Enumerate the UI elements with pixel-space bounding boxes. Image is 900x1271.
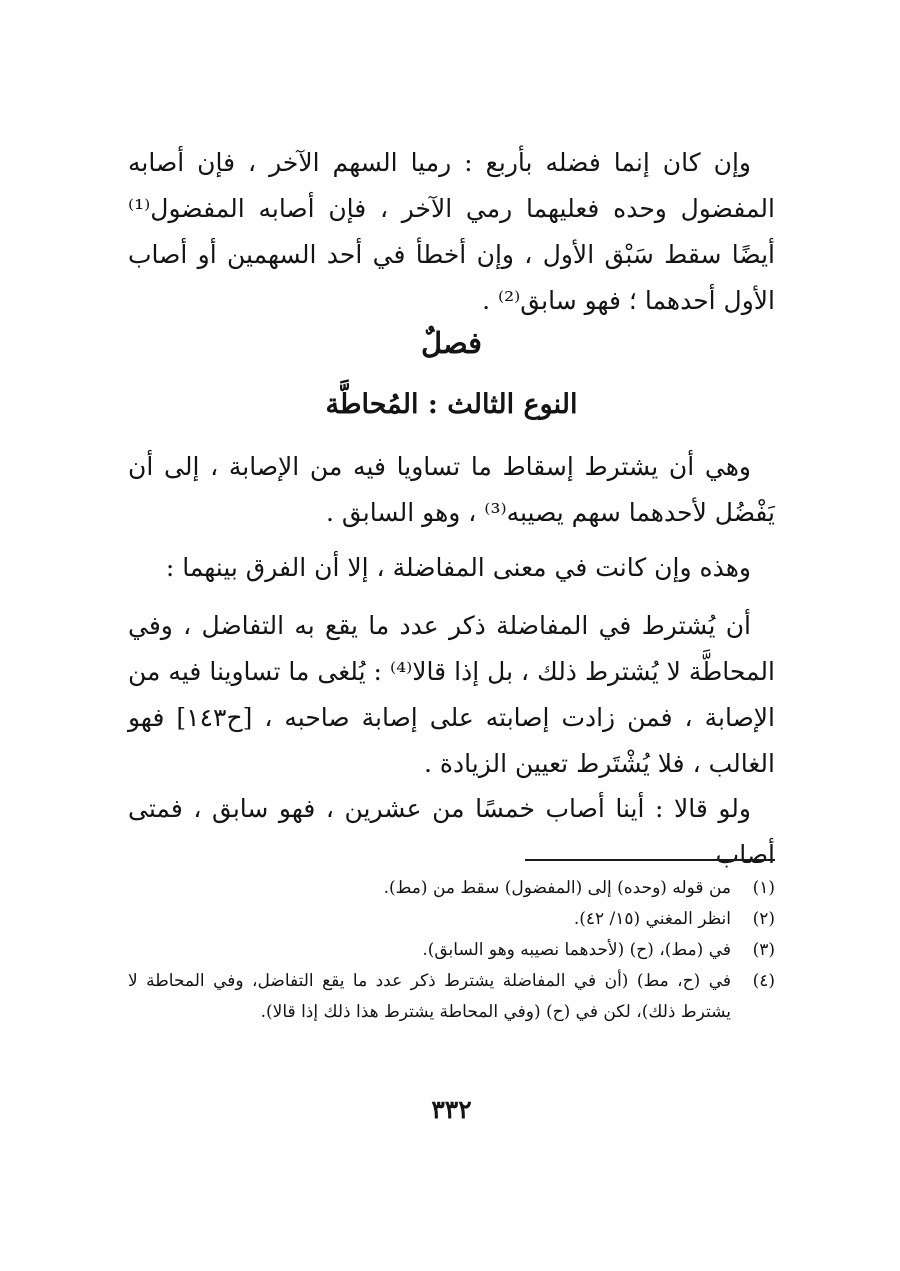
footnote-text: انظر المغني (١٥/ ٤٢). bbox=[573, 909, 731, 929]
footnote-text: من قوله (وحده) إلى (المفضول) سقط من (مط). bbox=[383, 878, 731, 898]
paragraph-block-5 bbox=[128, 786, 775, 878]
footnote-text: في (ح، مط) (أن في المفاضلة يشترط ذكر عدد ما يقع التفاضل، وفي المحاطة لا يشترط ذلك)، لكن في (ح) (وفي المحاطة يشترط هذا ذلك إذا قالا). bbox=[128, 971, 731, 1022]
footnote-text: في (مط)، (ح) (لأحدهما نصيبه وهو السابق). bbox=[422, 940, 731, 960]
footnote-divider bbox=[525, 859, 775, 861]
paragraph-block-3 bbox=[128, 545, 775, 591]
page-number: ٣٣٢ bbox=[431, 1095, 472, 1124]
paragraph-4: أن يُشترط في المفاضلة ذكر عدد ما يقع به التفاضل ، وفي المحاطَّة لا يُشترط ذلك ، بل إذا قالا⁽⁴⁾ : يُلغى ما تساوينا فيه من الإصابة ، فمن زادت إصابته على إصابة صاحبه ، [ح١٤٣] فهو الغالب ، فلا يُشْتَرط تعيين الزيادة . bbox=[128, 611, 775, 778]
subsection-heading: النوع الثالث : المُحاطَّة bbox=[325, 389, 578, 420]
paragraph-3: وهذه وإن كانت في معنى المفاضلة ، إلا أن الفرق بينهما : bbox=[165, 553, 751, 582]
footnote-number: (٢) bbox=[752, 909, 775, 929]
footnote-number: (٤) bbox=[752, 971, 775, 991]
section-heading: فصلٌ bbox=[421, 326, 482, 360]
paragraph-2: وهي أن يشترط إسقاط ما تساويا فيه من الإصابة ، إلى أن يَفْضُل لأحدهما سهم يصيبه⁽³⁾ ، وهو السابق . bbox=[128, 452, 775, 527]
paragraph-block-4 bbox=[128, 603, 775, 787]
footnote-1 bbox=[128, 873, 775, 904]
footnote-4 bbox=[128, 966, 775, 1028]
footnote-3 bbox=[128, 935, 775, 966]
paragraph-block-1 bbox=[128, 140, 775, 324]
footnotes bbox=[128, 873, 775, 1028]
footnote-number: (٣) bbox=[752, 940, 775, 960]
paragraph-block-2 bbox=[128, 444, 775, 536]
footnote-number: (١) bbox=[752, 878, 775, 898]
footnote-2 bbox=[128, 904, 775, 935]
paragraph-5: ولو قالا : أينا أصاب خمسًا من عشرين ، فهو سابق ، فمتى أصاب bbox=[128, 794, 775, 869]
paragraph-1: وإن كان إنما فضله بأربع : رميا السهم الآخر ، فإن أصابه المفضول وحده فعليهما رمي الآخر ، فإن أصابه المفضول⁽¹⁾ أيضًا سقط سَبْق الأول ، وإن أخطأ في أحد السهمين أو أصاب الأول أحدهما ؛ فهو سابق⁽²⁾ . bbox=[128, 148, 775, 315]
